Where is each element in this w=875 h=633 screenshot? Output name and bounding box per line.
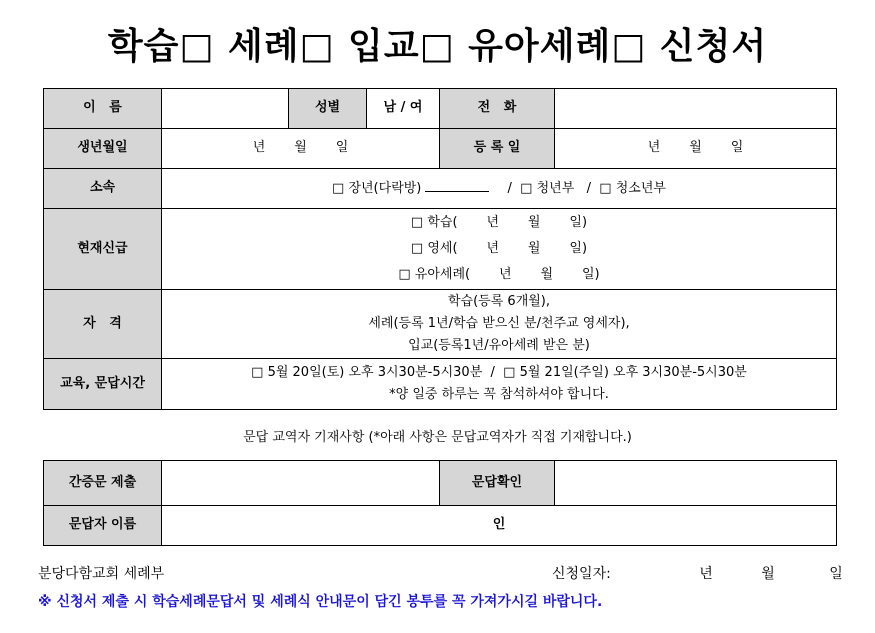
faith-catechumen[interactable]: □ 학습( 년 월 일) xyxy=(410,215,588,230)
examiner-table xyxy=(43,460,837,546)
education-notice: *양 일중 하루는 꼭 참석하셔야 합니다. xyxy=(389,387,609,402)
gender-label: 성별 xyxy=(289,89,367,129)
phone-label: 전 화 xyxy=(440,89,555,129)
testimony-field[interactable] xyxy=(162,461,440,506)
gender-field[interactable]: 남 / 여 xyxy=(367,89,440,129)
name-label: 이 름 xyxy=(44,89,162,129)
reg-date-field[interactable]: 년 월 일 xyxy=(555,129,837,169)
testimony-label: 간증문 제출 xyxy=(44,461,162,506)
faith-level-field[interactable] xyxy=(162,209,837,290)
birth-date-field[interactable]: 년 월 일 xyxy=(162,129,440,169)
confirm-label: 문답확인 xyxy=(440,461,555,506)
examiner-name-label: 문답자 이름 xyxy=(44,506,162,546)
application-table xyxy=(43,88,837,410)
warning-notice: ※ 신청서 제출 시 학습세례문답서 및 세례식 안내문이 담긴 봉투를 꼭 가져가시길 바랍니다. xyxy=(38,594,603,610)
apply-month: 월 xyxy=(761,566,775,582)
affil-adult[interactable]: □ 장년(다락방) xyxy=(332,180,422,196)
faith-infant[interactable]: □ 유아세례( 년 월 일) xyxy=(398,267,600,282)
confirm-field[interactable] xyxy=(555,461,837,506)
department-name: 분당다함교회 세례부 xyxy=(38,566,165,582)
birth-label: 생년월일 xyxy=(44,129,162,169)
apply-year: 년 xyxy=(699,566,713,582)
qualification-label: 자 격 xyxy=(44,290,162,359)
apply-day: 일 xyxy=(829,566,843,582)
affiliation-field[interactable] xyxy=(162,169,837,209)
name-field[interactable] xyxy=(162,89,289,129)
examiner-note: 문답 교역자 기재사항 (*아래 사항은 문답교역자가 직접 기재합니다.) xyxy=(243,430,632,445)
education-field[interactable] xyxy=(162,359,837,410)
faith-level-label: 현재신급 xyxy=(44,209,162,290)
affil-youth[interactable]: / □ 청년부 / □ 청소년부 xyxy=(507,180,666,196)
faith-baptized[interactable]: □ 영세( 년 월 일) xyxy=(410,241,588,256)
education-label: 교육, 문답시간 xyxy=(44,359,162,410)
form-title: 학습□ 세례□ 입교□ 유아세례□ 신청서 xyxy=(107,26,768,67)
phone-field[interactable] xyxy=(555,89,837,129)
apply-date-label: 신청일자: xyxy=(552,566,611,582)
reg-date-label: 등 록 일 xyxy=(440,129,555,169)
examiner-name-field[interactable] xyxy=(162,506,837,546)
seal-mark: 인 xyxy=(492,517,506,533)
qualification-text: 학습(등록 6개월), 세례(등록 1년/학습 받으신 분/천주교 영세자), 입교(등록1년/유아세례 받은 분) xyxy=(162,290,837,359)
affiliation-label: 소속 xyxy=(44,169,162,209)
application-date[interactable] xyxy=(552,563,843,583)
education-options[interactable]: □ 5월 20일(토) 오후 3시30분-5시30분 / □ 5월 21일(주일) 오후 3시30분-5시30분 xyxy=(251,365,747,380)
affil-blank[interactable] xyxy=(425,180,489,192)
